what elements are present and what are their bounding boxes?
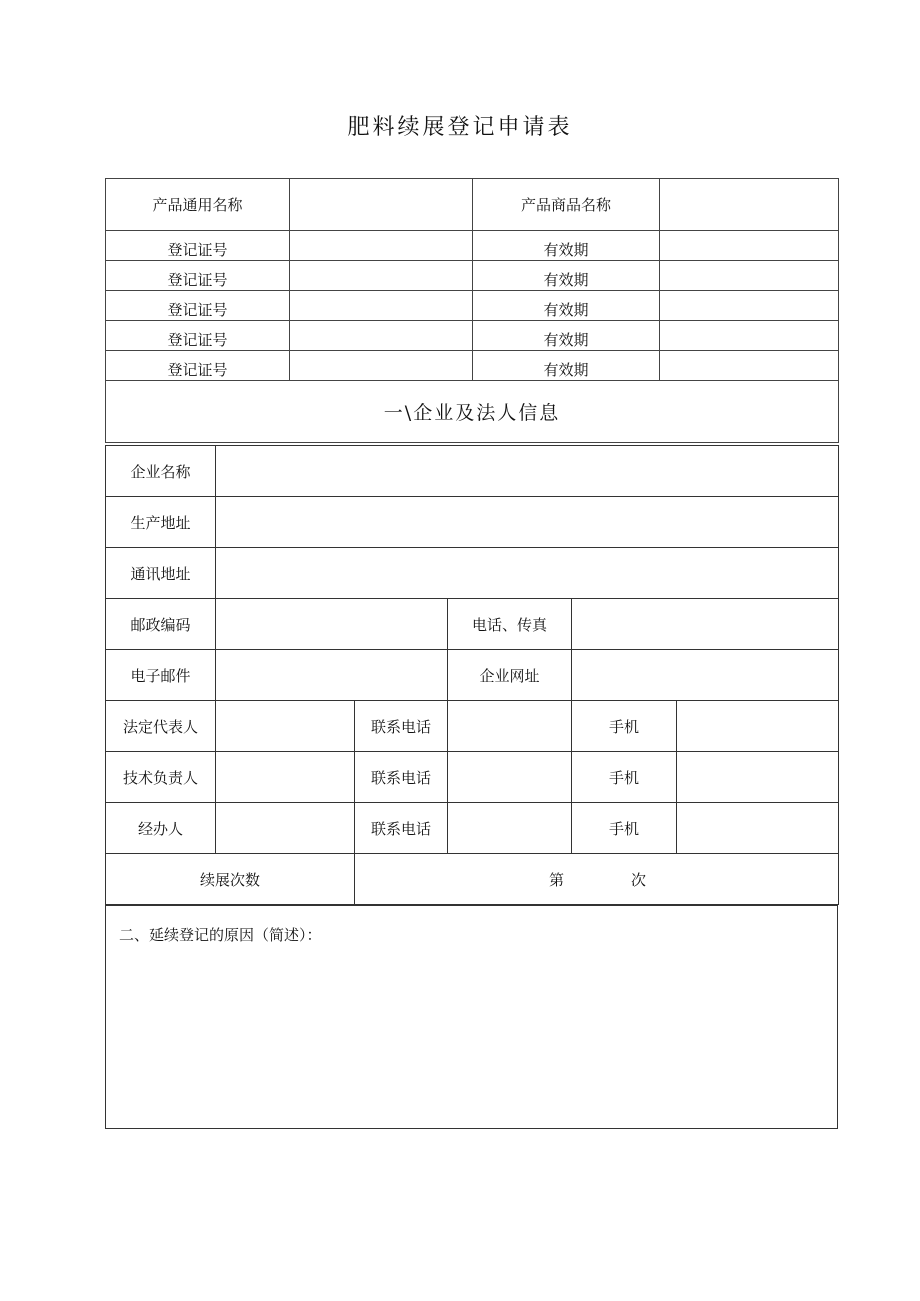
mobile-field[interactable] — [677, 803, 839, 854]
validity-field[interactable] — [660, 291, 839, 321]
person-role-label: 法定代表人 — [106, 701, 216, 752]
validity-field[interactable] — [660, 321, 839, 351]
person-role-label: 经办人 — [106, 803, 216, 854]
contact-phone-field[interactable] — [448, 752, 572, 803]
person-name-field[interactable] — [216, 701, 355, 752]
trade-name-label: 产品商品名称 — [473, 179, 660, 231]
section1-heading: 一\企业及法人信息 — [106, 381, 839, 443]
mobile-label: 手机 — [572, 752, 677, 803]
contact-phone-label: 联系电话 — [355, 752, 448, 803]
registration-row — [106, 291, 839, 321]
production-address-field[interactable] — [216, 497, 839, 548]
email-field[interactable] — [216, 650, 448, 701]
cert-number-field[interactable] — [290, 261, 473, 291]
reason-label: 二、延续登记的原因（简述）： — [119, 926, 322, 944]
mailing-address-field[interactable] — [216, 548, 839, 599]
reason-field[interactable] — [106, 906, 838, 1129]
email-label: 电子邮件 — [106, 650, 216, 701]
renewal-count-row — [106, 854, 839, 905]
validity-label: 有效期 — [543, 361, 589, 379]
cert-number-label: 登记证号 — [167, 361, 228, 379]
contact-phone-field[interactable] — [448, 803, 572, 854]
person-name-field[interactable] — [216, 752, 355, 803]
page-title: 肥料续展登记申请表 — [347, 115, 573, 140]
person-row — [106, 752, 839, 803]
company-name-row — [106, 446, 839, 497]
mobile-label: 手机 — [572, 803, 677, 854]
contact-phone-field[interactable] — [448, 701, 572, 752]
section1-heading-row — [106, 381, 839, 443]
registration-row — [106, 261, 839, 291]
registration-row — [106, 231, 839, 261]
validity-label: 有效期 — [543, 241, 589, 259]
contact-phone-label: 联系电话 — [355, 803, 448, 854]
trade-name-field[interactable] — [660, 179, 839, 231]
company-info-table — [105, 445, 839, 905]
reason-table — [105, 905, 838, 1129]
validity-label: 有效期 — [543, 301, 589, 319]
person-role-label: 技术负责人 — [106, 752, 216, 803]
cert-number-label: 登记证号 — [167, 331, 228, 349]
company-name-field[interactable] — [216, 446, 839, 497]
website-field[interactable] — [572, 650, 839, 701]
cert-number-field[interactable] — [290, 291, 473, 321]
contact-phone-label: 联系电话 — [355, 701, 448, 752]
production-address-row — [106, 497, 839, 548]
product-registration-table — [105, 178, 839, 443]
email-row — [106, 650, 839, 701]
mailing-address-label: 通讯地址 — [106, 548, 216, 599]
renewal-count-prefix: 第 — [549, 871, 565, 889]
cert-number-field[interactable] — [290, 351, 473, 381]
validity-field[interactable] — [660, 261, 839, 291]
person-name-field[interactable] — [216, 803, 355, 854]
cert-number-label: 登记证号 — [167, 271, 228, 289]
mailing-address-row — [106, 548, 839, 599]
mobile-label: 手机 — [572, 701, 677, 752]
validity-label: 有效期 — [543, 331, 589, 349]
validity-field[interactable] — [660, 351, 839, 381]
generic-name-label: 产品通用名称 — [106, 179, 290, 231]
production-address-label: 生产地址 — [106, 497, 216, 548]
cert-number-field[interactable] — [290, 231, 473, 261]
validity-label: 有效期 — [543, 271, 589, 289]
phone-fax-field[interactable] — [572, 599, 839, 650]
reason-row — [106, 906, 838, 1129]
cert-number-field[interactable] — [290, 321, 473, 351]
renewal-count-suffix: 次 — [631, 871, 647, 889]
postcode-row — [106, 599, 839, 650]
person-row — [106, 803, 839, 854]
mobile-field[interactable] — [677, 752, 839, 803]
mobile-field[interactable] — [677, 701, 839, 752]
cert-number-label: 登记证号 — [167, 301, 228, 319]
postcode-label: 邮政编码 — [106, 599, 216, 650]
person-row — [106, 701, 839, 752]
renewal-count-field[interactable] — [355, 854, 839, 905]
postcode-field[interactable] — [216, 599, 448, 650]
renewal-count-label: 续展次数 — [106, 854, 355, 905]
validity-field[interactable] — [660, 231, 839, 261]
company-name-label: 企业名称 — [106, 446, 216, 497]
registration-row — [106, 351, 839, 381]
cert-number-label: 登记证号 — [167, 241, 228, 259]
website-label: 企业网址 — [448, 650, 572, 701]
phone-fax-label: 电话、传真 — [448, 599, 572, 650]
product-name-row — [106, 179, 839, 231]
registration-row — [106, 321, 839, 351]
generic-name-field[interactable] — [290, 179, 473, 231]
